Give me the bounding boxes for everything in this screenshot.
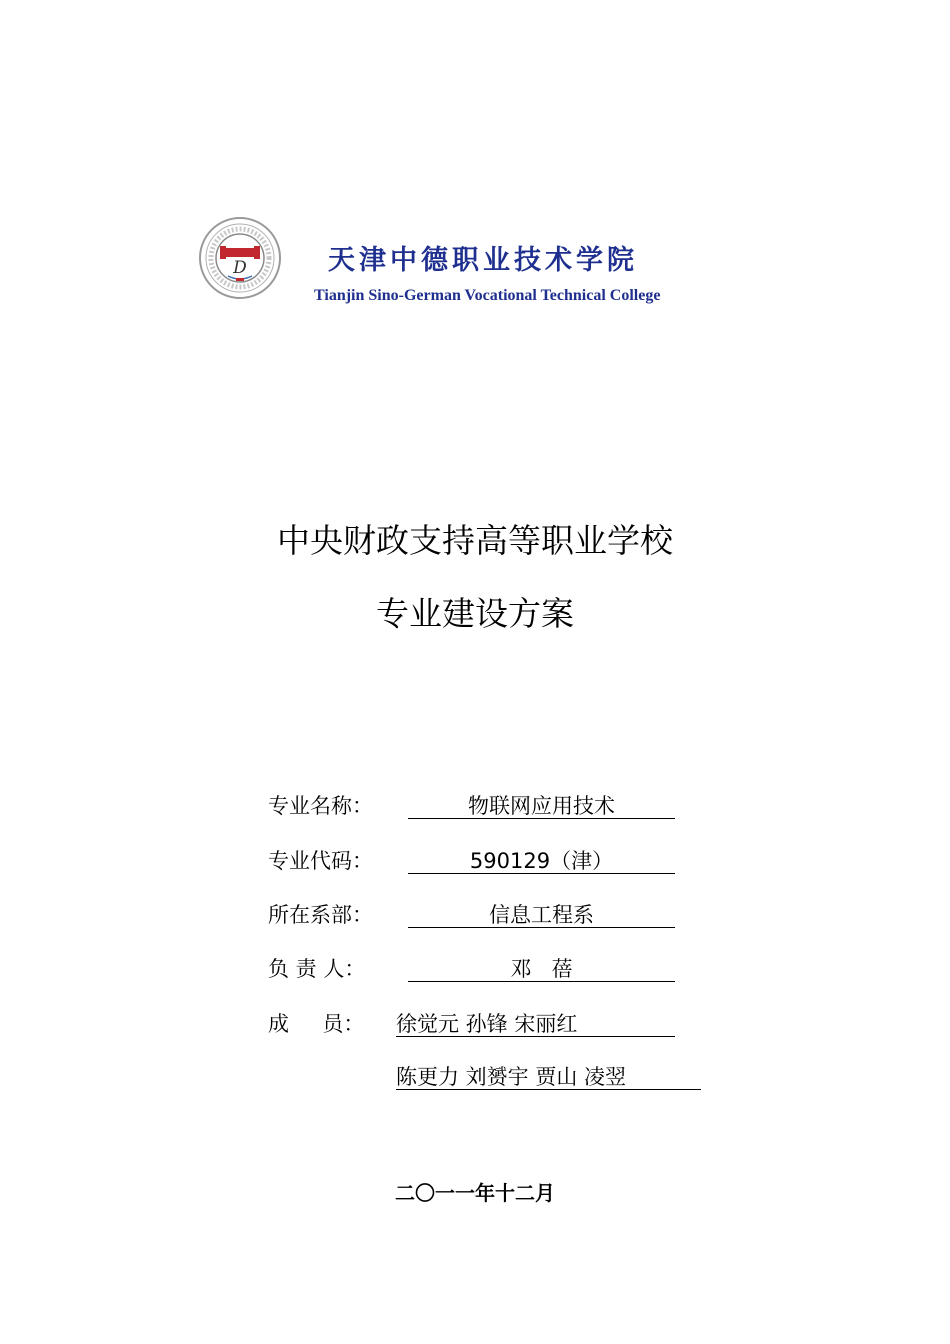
department-label: 所在系部： xyxy=(268,903,373,927)
department-value: 信息工程系 xyxy=(408,899,675,928)
major-code-value: 590129（津） xyxy=(408,845,675,874)
members-line-2: 陈更力 刘赟宇 贾山 凌翌 xyxy=(396,1061,701,1090)
members-label: 成 员： xyxy=(268,1012,365,1036)
school-name-english: Tianjin Sino-German Vocational Technical College xyxy=(314,287,661,304)
major-name-label: 专业名称： xyxy=(268,794,373,818)
school-name-chinese: 天津中德职业技术学院 xyxy=(328,245,638,276)
leader-value: 邓 蓓 xyxy=(408,953,675,982)
document-date: 二〇一一年十二月 xyxy=(395,1181,555,1205)
major-code-label: 专业代码： xyxy=(268,849,373,873)
major-name-value: 物联网应用技术 xyxy=(408,790,675,819)
members-line-1: 徐觉元 孙锋 宋丽红 xyxy=(396,1008,675,1037)
document-title-line-1: 中央财政支持高等职业学校 xyxy=(277,521,673,560)
leader-label: 负 责 人： xyxy=(268,957,366,981)
document-title-line-2: 专业建设方案 xyxy=(376,594,574,633)
svg-text:D: D xyxy=(233,258,247,278)
college-seal-icon xyxy=(198,216,282,300)
